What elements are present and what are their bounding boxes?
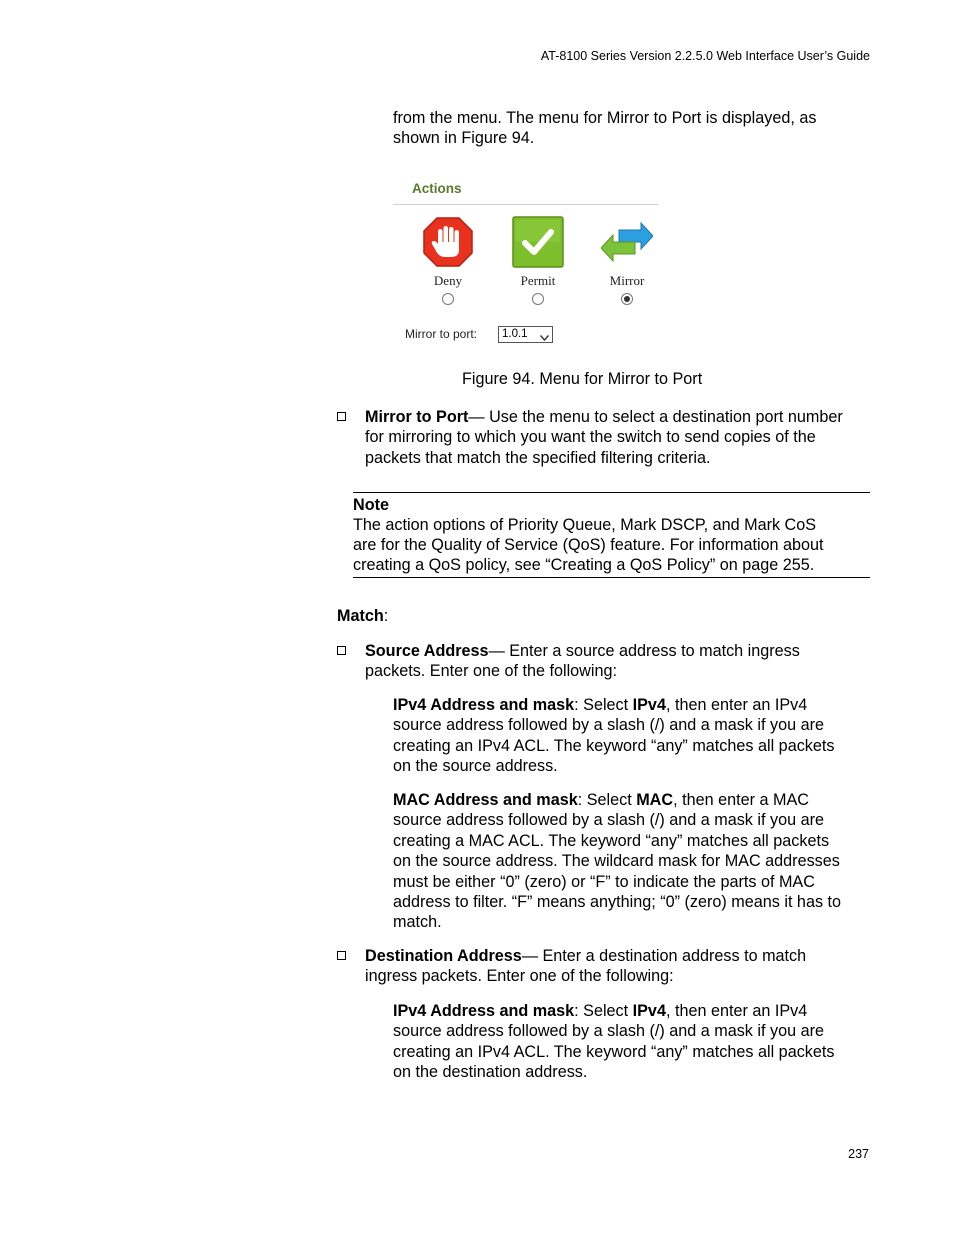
figure-caption: Figure 94. Menu for Mirror to Port (462, 370, 703, 388)
mac-keyword: MAC (636, 791, 674, 809)
actions-title: Actions (412, 181, 462, 196)
bullet-source (337, 646, 349, 658)
action-mirror[interactable] (592, 216, 662, 305)
item-text: , then enter a MAC (673, 791, 809, 809)
item-text: creating an IPv4 ACL. The keyword “any” matches all packets (393, 1042, 835, 1061)
permit-radio[interactable] (532, 293, 544, 305)
mac-term: MAC Address and mask (393, 791, 578, 809)
action-label: Mirror (609, 273, 645, 288)
source-ipv4-paragraph (393, 695, 873, 777)
item-text: — Enter a destination address to match (521, 947, 807, 965)
item-text: creating a MAC ACL. The keyword “any” matches all packets (393, 831, 830, 850)
ipv4-term: IPv4 Address and mask (393, 1002, 575, 1020)
actions-divider (393, 204, 658, 205)
actions-figure (393, 176, 659, 346)
item-text: , then enter an IPv4 (665, 1002, 808, 1020)
note-line: creating a QoS policy, see “Creating a QoS Policy” on page 255. (353, 556, 815, 574)
action-label: Permit (520, 273, 556, 288)
destination-address-term: Destination Address (365, 947, 522, 965)
item-text: packets that match the specified filtering criteria. (365, 448, 711, 467)
note-line: are for the Quality of Service (QoS) feature. For information about (353, 536, 824, 554)
intro-line: from the menu. The menu for Mirror to Port is displayed, as (393, 109, 817, 127)
bullet-mirror (337, 412, 349, 424)
action-permit[interactable] (503, 216, 573, 305)
match-heading (337, 606, 388, 626)
mirror-arrows-icon (601, 216, 653, 268)
ipv4-keyword: IPv4 (632, 1002, 666, 1020)
page-number: 237 (848, 1147, 869, 1161)
item-text: match. (393, 913, 442, 932)
source-address-term: Source Address (365, 642, 489, 660)
mirror-to-port-item (365, 407, 875, 468)
item-text: , then enter an IPv4 (665, 696, 808, 714)
mirror-to-port-label: Mirror to port: (405, 327, 478, 341)
action-label: Deny (433, 273, 463, 288)
stop-hand-icon (422, 216, 474, 268)
item-text: on the source address. (393, 757, 558, 776)
destination-ipv4-paragraph (393, 1001, 873, 1083)
mirror-radio[interactable] (621, 293, 633, 305)
item-text: source address followed by a slash (/) and a mask if you are (393, 716, 824, 735)
note-line: The action options of Priority Queue, Mark DSCP, and Mark CoS (353, 516, 817, 534)
item-text: — Use the menu to select a destination port number (468, 408, 843, 426)
item-text: address to filter. “F” means anything; “0” (zero) means it has to (393, 893, 842, 912)
item-text: on the source address. The wildcard mask for MAC addresses (393, 852, 840, 871)
chevron-down-icon (540, 331, 549, 337)
note-box (353, 492, 870, 578)
item-text: creating an IPv4 ACL. The keyword “any” matches all packets (393, 736, 835, 755)
note-heading: Note (353, 496, 389, 514)
item-text: for mirroring to which you want the switch to send copies of the (365, 428, 816, 447)
item-text: must be either “0” (zero) or “F” to indicate the parts of MAC (393, 872, 815, 891)
item-text: source address followed by a slash (/) and a mask if you are (393, 811, 824, 830)
ipv4-keyword: IPv4 (632, 696, 666, 714)
intro-paragraph (393, 108, 873, 149)
source-mac-paragraph (393, 790, 873, 933)
item-text: — Enter a source address to match ingress (488, 642, 800, 660)
checkmark-icon (512, 216, 564, 268)
item-text: : Select (577, 791, 637, 809)
mirror-to-port-term: Mirror to Port (365, 408, 469, 426)
running-header: AT-8100 Series Version 2.2.5.0 Web Interface User’s Guide (540, 49, 870, 63)
item-text: : Select (574, 1002, 633, 1020)
mirror-to-port-select[interactable] (498, 326, 553, 343)
item-text: on the destination address. (393, 1063, 588, 1082)
item-text: source address followed by a slash (/) and a mask if you are (393, 1022, 824, 1041)
item-text: packets. Enter one of the following: (365, 662, 617, 681)
item-text: ingress packets. Enter one of the following: (365, 967, 674, 986)
action-deny[interactable] (413, 216, 483, 305)
item-text: : Select (574, 696, 633, 714)
intro-line: shown in Figure 94. (393, 129, 535, 148)
deny-radio[interactable] (442, 293, 454, 305)
mirror-to-port-value: 1.0.1 (502, 328, 528, 340)
ipv4-term: IPv4 Address and mask (393, 696, 575, 714)
bullet-destination (337, 951, 349, 963)
match-label: Match (337, 607, 384, 625)
source-address-item (365, 641, 875, 682)
destination-address-item (365, 946, 875, 987)
match-colon: : (383, 607, 389, 625)
